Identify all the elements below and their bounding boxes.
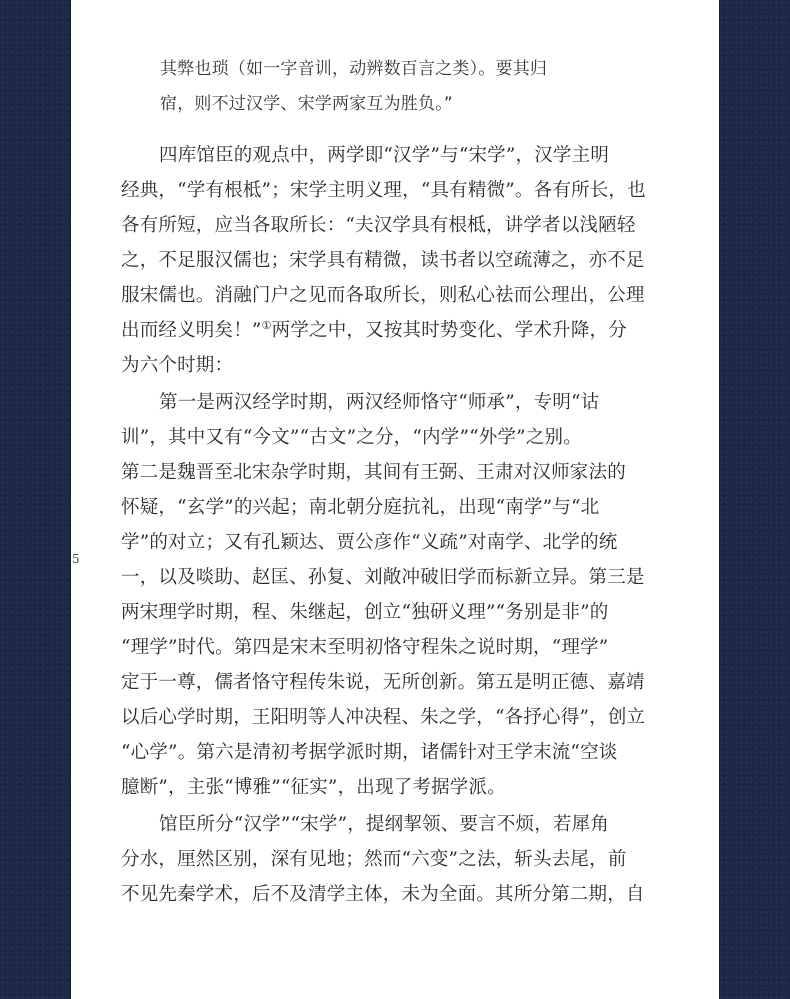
body-line-with-footnote bbox=[121, 320, 627, 342]
body-line: 第二是魏晋至北宋杂学时期，其间有王弼、王肃对汉师家法的 bbox=[121, 462, 626, 483]
quote-line-1: 其弊也琐（如一字音训，动辨数百言之类）。要其归 bbox=[160, 59, 548, 79]
body-line: “理学”时代。第四是宋末至明初恪守程朱之说时期，“理学” bbox=[121, 637, 609, 658]
footnote-marker: ① bbox=[261, 319, 272, 332]
body-line: 四库馆臣的观点中，两学即“汉学”与“宋学”，汉学主明 bbox=[159, 145, 610, 166]
body-line: 分水，厘然区别，深有见地；然而“六变”之法，斩头去尾，前 bbox=[121, 849, 627, 870]
body-line: 馆臣所分“汉学”“宋学”，提纲挈领、要言不烦，若犀角 bbox=[159, 814, 610, 835]
body-line: 不见先秦学术，后不及清学主体，未为全面。其所分第二期，自 bbox=[121, 884, 645, 905]
body-line: 臆断”，主张“博雅”“征实”，出现了考据学派。 bbox=[121, 777, 506, 798]
body-line: 定于一尊，儒者恪守程传朱说，无所创新。第五是明正德、嘉靖 bbox=[121, 672, 645, 693]
body-line-head: 出而经义明矣！” bbox=[121, 320, 262, 341]
body-line: 服宋儒也。消融门户之见而各取所长，则私心祛而公理出，公理 bbox=[121, 285, 645, 306]
body-line: 怀疑，“玄学”的兴起；南北朝分庭抗礼，出现“南学”与“北 bbox=[121, 497, 600, 518]
right-textured-margin bbox=[719, 0, 790, 999]
body-line: 两宋理学时期，程、朱继起，创立“独研义理”“务别是非”的 bbox=[121, 602, 609, 623]
body-line: 一，以及啖助、赵匡、孙复、刘敞冲破旧学而标新立异。第三是 bbox=[121, 567, 645, 588]
quote-line-2: 宿，则不过汉学、宋学两家互为胜负。” bbox=[160, 94, 453, 114]
body-line: 训”，其中又有“今文”“古文”之分，“内学”“外学”之别。 bbox=[121, 427, 582, 448]
body-line: 经典，“学有根柢”；宋学主明义理，“具有精微”。各有所长，也 bbox=[121, 180, 646, 201]
body-line: 学”的对立；又有孔颖达、贾公彦作“义疏”对南学、北学的统 bbox=[121, 532, 618, 553]
left-textured-margin bbox=[0, 0, 71, 999]
body-line: 第一是两汉经学时期，两汉经师恪守“师承”，专明“诂 bbox=[159, 392, 600, 413]
body-line: 为六个时期： bbox=[121, 355, 234, 376]
body-line: 各有所短，应当各取所长：“夫汉学具有根柢，讲学者以浅陋轻 bbox=[121, 215, 636, 236]
stray-edge-mark: 5 bbox=[72, 552, 80, 566]
body-line: 以后心学时期，王阳明等人冲决程、朱之学，“各抒心得”，创立 bbox=[121, 707, 646, 728]
document-page bbox=[71, 0, 719, 999]
body-line: “心学”。第六是清初考据学派时期，诸儒针对王学末流“空谈 bbox=[121, 742, 618, 763]
body-line: 之，不足服汉儒也；宋学具有精微，读书者以空疏薄之，亦不足 bbox=[121, 250, 645, 271]
body-line-tail: 两学之中，又按其时势变化、学术升降，分 bbox=[271, 320, 627, 341]
